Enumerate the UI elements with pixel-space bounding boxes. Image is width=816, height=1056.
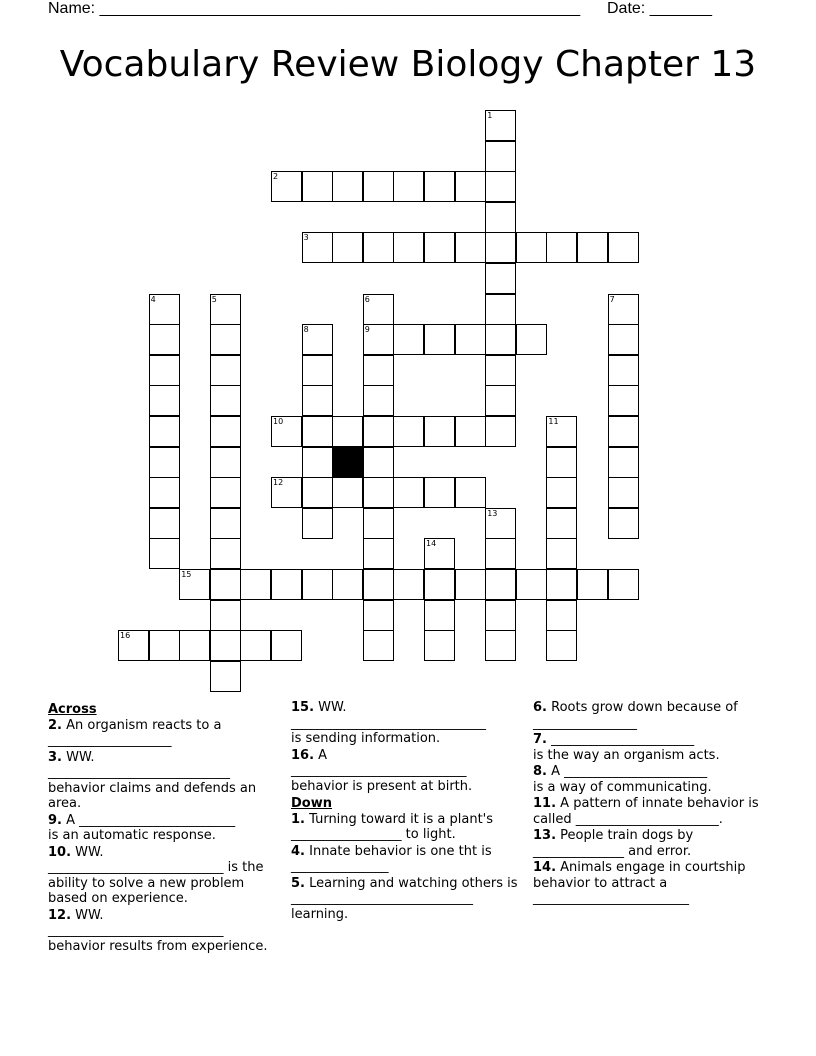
grid-cell[interactable]	[608, 294, 639, 325]
grid-cell[interactable]	[546, 477, 577, 508]
clue-number: 15	[181, 570, 192, 579]
grid-cell-blocked	[332, 447, 363, 478]
grid-cell[interactable]	[485, 141, 516, 172]
clue-column-1	[48, 700, 284, 955]
grid-cell[interactable]	[149, 416, 180, 447]
grid-cell[interactable]	[455, 569, 486, 600]
clue-number: 10	[273, 417, 284, 426]
grid-cell[interactable]	[608, 232, 639, 263]
grid-cell[interactable]	[149, 447, 180, 478]
clue-number: 1	[487, 111, 493, 120]
clue-item	[48, 845, 284, 907]
grid-cell[interactable]	[485, 569, 516, 600]
clue-number: 3	[303, 233, 309, 243]
grid-cell[interactable]	[546, 508, 577, 539]
header-line	[48, 0, 748, 20]
grid-cell[interactable]	[210, 447, 241, 478]
clue-item-text: Learning and watching others is ____________________________ learning.	[291, 875, 518, 922]
clue-item	[291, 876, 527, 923]
grid-cell[interactable]	[149, 385, 180, 416]
grid-cell[interactable]	[210, 294, 241, 325]
clue-item-text: WW. ___________________________ behavior results from experience.	[48, 907, 268, 954]
grid-cell[interactable]	[302, 569, 333, 600]
grid-cell[interactable]	[608, 324, 639, 355]
grid-cell[interactable]	[546, 538, 577, 569]
grid-cell[interactable]	[485, 416, 516, 447]
grid-cell[interactable]	[363, 477, 394, 508]
clue-item	[291, 844, 527, 875]
grid-cell[interactable]	[455, 324, 486, 355]
grid-cell[interactable]	[210, 569, 241, 600]
grid-cell[interactable]	[608, 447, 639, 478]
clue-item	[533, 796, 773, 827]
grid-cell[interactable]	[516, 569, 547, 600]
grid-cell[interactable]	[516, 324, 547, 355]
grid-cell[interactable]	[485, 202, 516, 233]
clue-number: 6	[364, 294, 370, 304]
grid-cell[interactable]	[363, 355, 394, 386]
grid-cell[interactable]	[210, 416, 241, 447]
grid-cell[interactable]	[485, 538, 516, 569]
grid-cell[interactable]	[546, 600, 577, 631]
grid-cell[interactable]	[393, 171, 424, 202]
grid-cell[interactable]	[210, 630, 241, 661]
grid-cell[interactable]	[240, 630, 271, 661]
grid-cell[interactable]	[577, 232, 608, 263]
clue-item-number: 4.	[291, 843, 305, 859]
grid-cell[interactable]	[393, 569, 424, 600]
grid-cell[interactable]	[424, 630, 455, 661]
clue-item	[291, 700, 527, 747]
grid-cell[interactable]	[332, 569, 363, 600]
clue-item-text: People train dogs by ______________ and error.	[533, 828, 694, 859]
grid-cell[interactable]	[608, 508, 639, 539]
grid-cell[interactable]	[271, 477, 302, 508]
grid-cell[interactable]	[302, 508, 333, 539]
grid-cell[interactable]	[608, 477, 639, 508]
grid-cell[interactable]	[149, 324, 180, 355]
grid-cell[interactable]	[210, 477, 241, 508]
clue-item-text: A pattern of innate behavior is called ______________________.	[533, 796, 763, 827]
clue-number: 8	[303, 325, 309, 335]
grid-cell[interactable]	[271, 569, 302, 600]
grid-cell[interactable]	[546, 416, 577, 447]
clue-item-number: 8.	[533, 764, 547, 779]
clue-item-number: 10.	[48, 844, 72, 860]
grid-cell[interactable]	[210, 661, 241, 692]
grid-cell[interactable]	[149, 294, 180, 325]
clue-item-text: Innate behavior is one tht is _______________	[291, 843, 492, 874]
grid-cell[interactable]	[485, 630, 516, 661]
grid-cell[interactable]	[179, 630, 210, 661]
grid-cell[interactable]	[455, 171, 486, 202]
grid-cell[interactable]	[516, 232, 547, 263]
clue-number: 14	[426, 539, 437, 549]
clue-column-3	[533, 700, 773, 908]
grid-cell[interactable]	[363, 508, 394, 539]
clue-item	[533, 764, 773, 795]
clue-item-number: 2.	[48, 717, 62, 733]
grid-cell[interactable]	[393, 477, 424, 508]
grid-cell[interactable]	[424, 600, 455, 631]
grid-cell[interactable]	[546, 630, 577, 661]
grid-cell[interactable]	[424, 569, 455, 600]
clue-item-number: 3.	[48, 749, 62, 765]
grid-cell[interactable]	[149, 355, 180, 386]
grid-cell[interactable]	[455, 416, 486, 447]
grid-cell[interactable]	[363, 630, 394, 661]
grid-cell[interactable]	[424, 477, 455, 508]
grid-cell[interactable]	[210, 538, 241, 569]
grid-cell[interactable]	[271, 171, 302, 202]
clue-item-number: 9.	[48, 812, 62, 828]
clue-item	[533, 828, 773, 859]
grid-cell[interactable]	[179, 569, 210, 600]
clue-item-number: 16.	[291, 747, 315, 763]
grid-cell[interactable]	[455, 477, 486, 508]
across-heading: Across	[48, 702, 97, 717]
grid-cell[interactable]	[210, 355, 241, 386]
grid-cell[interactable]	[393, 232, 424, 263]
grid-cell[interactable]	[332, 416, 363, 447]
clue-item-number: 6.	[533, 700, 547, 715]
grid-cell[interactable]	[424, 538, 455, 569]
grid-cell[interactable]	[485, 294, 516, 325]
grid-cell[interactable]	[271, 416, 302, 447]
grid-cell[interactable]	[302, 477, 333, 508]
grid-cell[interactable]	[363, 416, 394, 447]
clue-number: 2	[273, 172, 279, 182]
grid-cell[interactable]	[210, 385, 241, 416]
grid-cell[interactable]	[485, 355, 516, 386]
clue-number: 5	[211, 294, 217, 304]
clue-number: 13	[487, 508, 498, 518]
clue-item-text: WW. ___________________________ is the ability to solve a new problem based on experience.	[48, 844, 264, 906]
grid-cell[interactable]	[424, 416, 455, 447]
grid-cell[interactable]	[302, 324, 333, 355]
grid-cell[interactable]	[302, 447, 333, 478]
grid-cell[interactable]	[485, 600, 516, 631]
clue-number: 16	[120, 631, 131, 641]
clue-item-number: 1.	[291, 811, 305, 827]
grid-cell[interactable]	[302, 416, 333, 447]
clue-number: 4	[150, 294, 156, 304]
clue-number: 11	[548, 417, 559, 426]
page-title: Vocabulary Review Biology Chapter 13	[59, 44, 757, 85]
clue-item-text: ______________________ is the way an organism acts.	[533, 732, 720, 763]
grid-cell[interactable]	[485, 263, 516, 294]
grid-cell[interactable]	[302, 232, 333, 263]
grid-cell[interactable]	[363, 447, 394, 478]
clue-item-text: WW. ____________________________ behavior claims and defends an area.	[48, 749, 257, 811]
clue-item-text: A ___________________________ behavior is present at birth.	[291, 747, 473, 794]
grid-cell[interactable]	[332, 171, 363, 202]
clue-number: 12	[273, 478, 284, 488]
grid-cell[interactable]	[455, 232, 486, 263]
grid-cell[interactable]	[302, 171, 333, 202]
grid-cell[interactable]	[485, 508, 516, 539]
grid-cell[interactable]	[332, 477, 363, 508]
clue-item	[48, 750, 284, 812]
clue-item	[533, 860, 773, 907]
grid-cell[interactable]	[332, 232, 363, 263]
clue-item	[291, 748, 527, 795]
clue-column-2	[291, 700, 527, 923]
clue-item	[48, 813, 284, 844]
name-field[interactable]: Name: ______________________________________________________	[48, 0, 581, 17]
clue-item-text: Turning toward it is a plant's _________________ to light.	[291, 811, 494, 842]
clue-number: 9	[364, 325, 370, 335]
grid-cell[interactable]	[363, 294, 394, 325]
grid-cell[interactable]	[393, 324, 424, 355]
grid-cell[interactable]	[363, 171, 394, 202]
grid-cell[interactable]	[149, 630, 180, 661]
grid-cell[interactable]	[363, 569, 394, 600]
grid-cell[interactable]	[302, 385, 333, 416]
clue-item-number: 13.	[533, 828, 557, 843]
grid-cell[interactable]	[393, 416, 424, 447]
grid-cell[interactable]	[608, 569, 639, 600]
grid-cell[interactable]	[608, 416, 639, 447]
grid-cell[interactable]	[363, 324, 394, 355]
down-heading: Down	[291, 796, 332, 811]
grid-cell[interactable]	[363, 232, 394, 263]
grid-cell[interactable]	[210, 508, 241, 539]
grid-cell[interactable]	[485, 324, 516, 355]
clue-number: 7	[609, 294, 615, 304]
grid-cell[interactable]	[424, 171, 455, 202]
grid-cell[interactable]	[485, 232, 516, 263]
clue-item	[48, 908, 284, 955]
clue-item-number: 5.	[291, 875, 305, 891]
clue-item	[48, 718, 284, 749]
grid-cell[interactable]	[271, 630, 302, 661]
grid-cell[interactable]	[577, 569, 608, 600]
grid-cell[interactable]	[424, 232, 455, 263]
grid-cell[interactable]	[363, 600, 394, 631]
clue-item-number: 7.	[533, 732, 547, 747]
grid-cell[interactable]	[546, 447, 577, 478]
clue-item-text: A ______________________ is a way of communicating.	[533, 764, 712, 795]
grid-cell[interactable]	[546, 569, 577, 600]
clue-item-number: 14.	[533, 860, 557, 875]
grid-cell[interactable]	[608, 355, 639, 386]
grid-cell[interactable]	[118, 630, 149, 661]
grid-cell[interactable]	[210, 324, 241, 355]
grid-cell[interactable]	[608, 385, 639, 416]
clue-item-text: Roots grow down because of ________________	[533, 700, 738, 731]
clue-item-text: Animals engage in courtship behavior to attract a ________________________	[533, 860, 746, 906]
grid-cell[interactable]	[546, 232, 577, 263]
grid-cell[interactable]	[210, 600, 241, 631]
clue-item-text: A ________________________ is an automatic response.	[48, 812, 236, 843]
grid-cell[interactable]	[424, 324, 455, 355]
clue-item	[533, 700, 773, 731]
clue-item-number: 12.	[48, 907, 72, 923]
grid-cell[interactable]	[149, 508, 180, 539]
grid-cell[interactable]	[240, 569, 271, 600]
grid-cell[interactable]	[149, 477, 180, 508]
grid-cell[interactable]	[485, 171, 516, 202]
grid-cell[interactable]	[149, 538, 180, 569]
clue-item	[533, 732, 773, 763]
grid-cell[interactable]	[485, 110, 516, 141]
grid-cell[interactable]	[485, 385, 516, 416]
clue-item-number: 11.	[533, 796, 557, 811]
clue-item	[291, 812, 527, 843]
grid-cell[interactable]	[363, 385, 394, 416]
clue-item-text: WW. ______________________________ is sending information.	[291, 700, 486, 746]
clue-item-text: An organism reacts to a ___________________	[48, 717, 222, 748]
clue-item-number: 15.	[291, 700, 315, 715]
grid-cell[interactable]	[302, 355, 333, 386]
date-field[interactable]: Date: _______	[607, 0, 712, 17]
grid-cell[interactable]	[363, 538, 394, 569]
